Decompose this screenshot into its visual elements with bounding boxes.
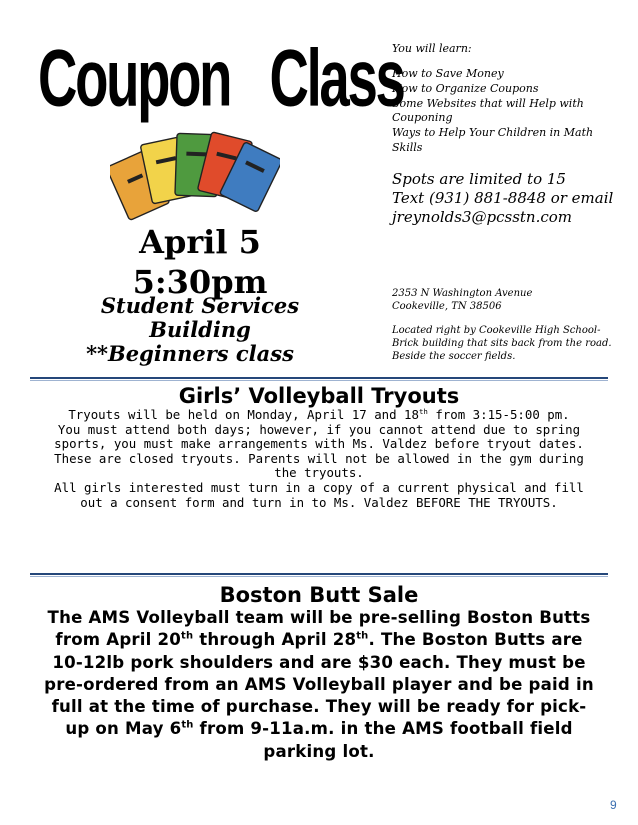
ordinal-suffix: th bbox=[181, 719, 194, 731]
address-line-1: 2353 N Washington Avenue bbox=[392, 288, 533, 299]
bb-text: . The Boston Butts are 10-12lb pork shoulders and are $30 each. They must be pre-ordered from an AMS Volleyball player and be paid in full at the time of purchase. They will be ready for pick-up on May 6 bbox=[44, 630, 594, 739]
spots-limit: Spots are limited to 15 bbox=[392, 170, 566, 188]
signup-info bbox=[392, 170, 632, 227]
volleyball-heading: Girls’ Volleyball Tryouts bbox=[178, 384, 460, 408]
event-venue-line-2: Building bbox=[149, 317, 251, 342]
learn-heading: You will learn: bbox=[392, 42, 472, 55]
boston-butt-heading: Boston Butt Sale bbox=[219, 583, 419, 607]
section-divider bbox=[30, 377, 608, 379]
event-time: 5:30pm bbox=[132, 263, 268, 301]
bb-text: from 9-11a.m. in the AMS football field parking lot. bbox=[193, 719, 573, 761]
volleyball-attendance: You must attend both days; however, if you cannot attend due to spring sports, you must make arrangements with Ms. Valdez before tryout dates. These are closed tryouts. Parents will not be allowed in the gym during the tryouts. bbox=[54, 421, 584, 481]
ordinal-suffix: th bbox=[181, 630, 194, 642]
coupon-class-title: Coupon Class bbox=[38, 32, 404, 123]
section-divider-shadow bbox=[30, 576, 608, 577]
beginners-note: **Beginners class bbox=[86, 341, 294, 366]
section-divider bbox=[30, 573, 608, 575]
bb-text: The AMS Volleyball team will be pre-selling Boston Butts from April 20 bbox=[47, 608, 591, 650]
learn-item: Some Websites that will Help with Couponing bbox=[392, 96, 584, 125]
event-venue-line-1: Student Services bbox=[100, 293, 300, 318]
ordinal-suffix: th bbox=[418, 406, 428, 416]
page-number: 9 bbox=[610, 798, 617, 812]
learn-item: How to Save Money bbox=[392, 67, 504, 80]
volleyball-schedule-time: from 3:15-5:00 pm. bbox=[427, 407, 570, 422]
learn-list bbox=[392, 67, 622, 156]
boston-butt-body bbox=[44, 607, 594, 763]
location-description: Located right by Cookeville High School-Brick building that sits back from the road. Beside the soccer fields. bbox=[392, 325, 612, 363]
contact-email: jreynolds3@pcsstn.com bbox=[392, 208, 573, 226]
address-line-2: Cookeville, TN 38506 bbox=[392, 301, 502, 312]
event-date: April 5 bbox=[139, 223, 261, 261]
learn-item: How to Organize Coupons bbox=[392, 81, 539, 95]
volleyball-schedule-text: Tryouts will be held on Monday, April 17 and 18 bbox=[68, 407, 419, 422]
section-divider-shadow bbox=[30, 380, 608, 381]
bb-text: through April 28 bbox=[193, 630, 357, 650]
contact-text: Text (931) 881-8848 or email bbox=[392, 189, 614, 207]
coupon-fan-illustration bbox=[110, 118, 280, 226]
learn-item: Ways to Help Your Children in Math Skills bbox=[392, 126, 594, 154]
ordinal-suffix: th bbox=[356, 630, 369, 642]
address bbox=[392, 287, 532, 313]
volleyball-requirements: All girls interested must turn in a copy of a current physical and fill out a consent form and turn in to Ms. Valdez BEFORE THE TRYOUTS. bbox=[54, 479, 584, 510]
volleyball-body bbox=[48, 408, 590, 510]
volleyball-schedule bbox=[48, 408, 590, 423]
